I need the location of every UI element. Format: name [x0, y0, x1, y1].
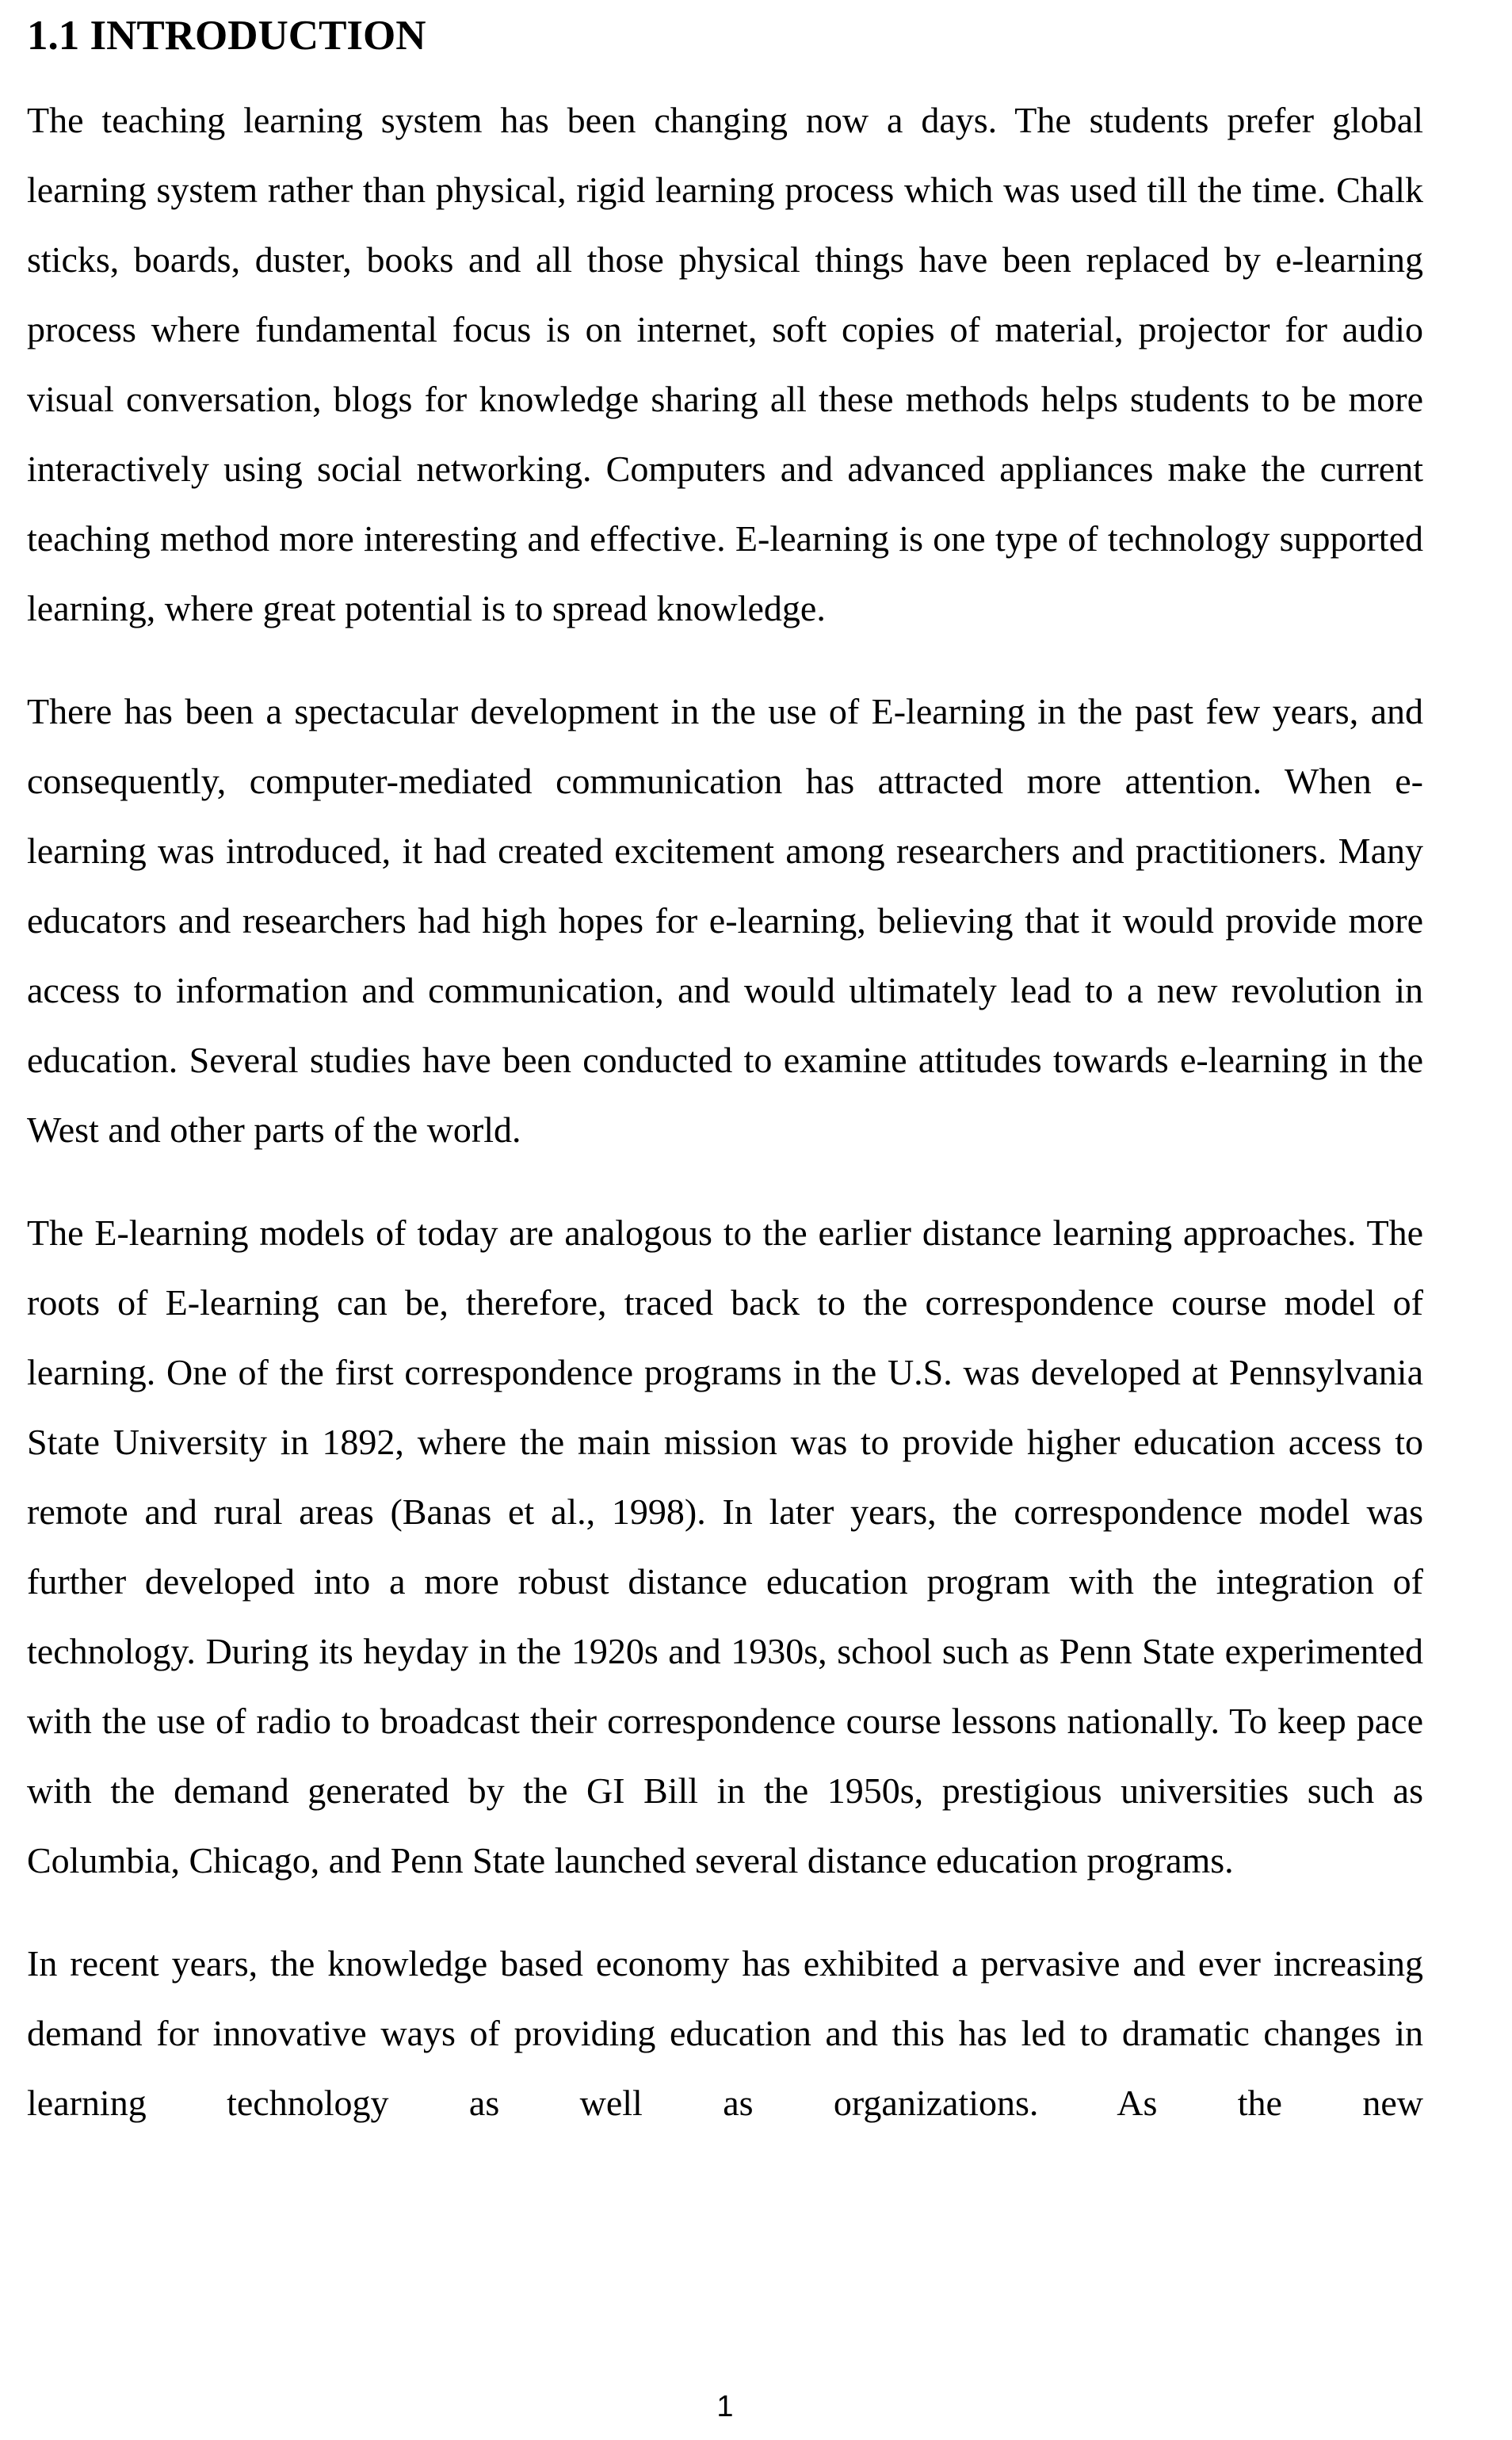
paragraph-knowledge-economy: In recent years, the knowledge based economy has exhibited a pervasive and ever increasing demand for innovative ways of providing education and this has led to dramatic changes in learning technology as well as organizations. As the new	[27, 1943, 1423, 2123]
paragraph-elearning-development: There has been a spectacular development in the use of E-learning in the past few years, and consequently, computer-mediated communication has attracted more attention. When e-learning was introduced, it had created excitement among researchers and practitioners. Many educators and researchers had high hopes for e-learning, believing that it would provide more access to information and communication, and would ultimately lead to a new revolution in education. Several studies have been conducted to examine attitudes towards e-learning in the West and other parts of the world.	[27, 691, 1423, 1150]
paragraph-elearning-models-history: The E-learning models of today are analogous to the earlier distance learning approaches. The roots of E-learning can be, therefore, traced back to the correspondence course model of learning. One of the first correspondence programs in the U.S. was developed at Pennsylvania State University in 1892, where the main mission was to provide higher education access to remote and rural areas (Banas et al., 1998). In later years, the correspondence model was further developed into a more robust distance education program with the integration of technology. During its heyday in the 1920s and 1930s, school such as Penn State experimented with the use of radio to broadcast their correspondence course lessons nationally. To keep pace with the demand generated by the GI Bill in the 1950s, prestigious universities such as Columbia, Chicago, and Penn State launched several distance education programs.	[27, 1212, 1423, 1881]
page-number: 1	[716, 2390, 734, 2423]
paragraph-teaching-learning-system: The teaching learning system has been changing now a days. The students prefer global learning system rather than physical, rigid learning process which was used till the time. Chalk sticks, boards, duster, books and all those physical things have been replaced by e-learning process where fundamental focus is on internet, soft copies of material, projector for audio visual conversation, blogs for knowledge sharing all these methods helps students to be more interactively using social networking. Computers and advanced appliances make the current teaching method more interesting and effective. E-learning is one type of technology supported learning, where great potential is to spread knowledge.	[27, 100, 1423, 628]
document-page	[27, 0, 1423, 2138]
section-heading: 1.1 INTRODUCTION	[27, 13, 426, 59]
